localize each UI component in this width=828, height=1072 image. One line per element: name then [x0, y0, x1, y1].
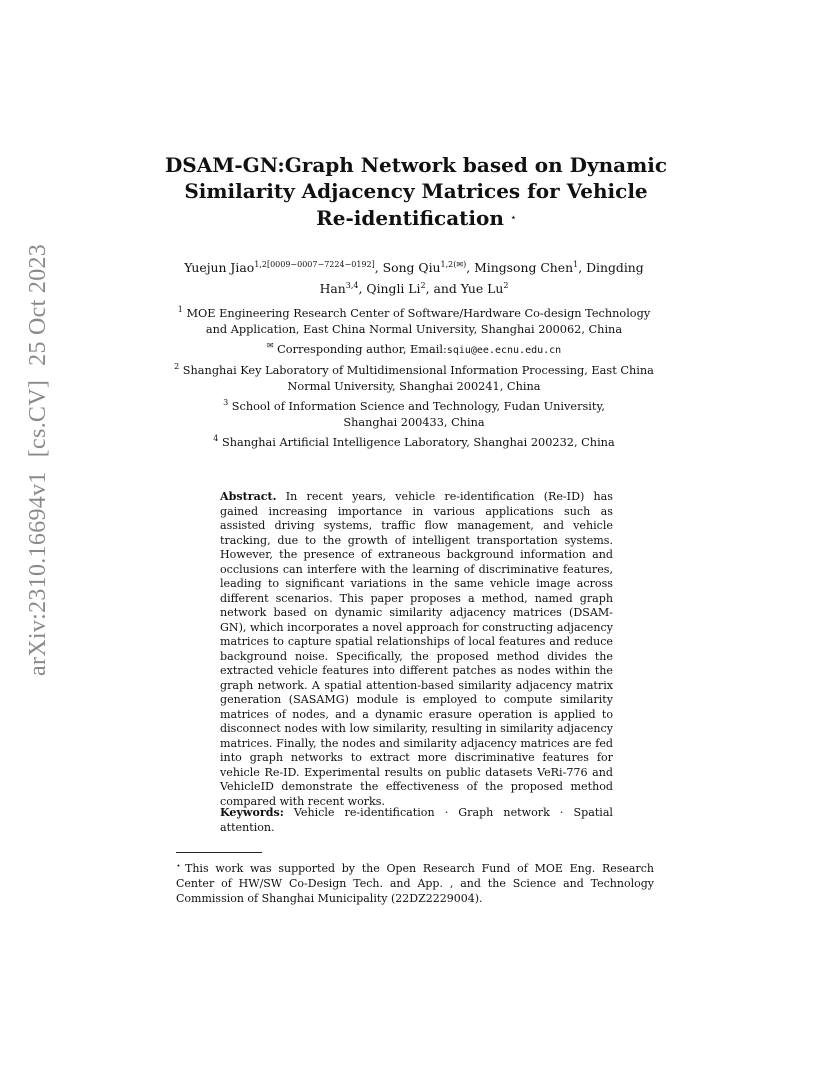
abstract-label: Abstract.: [220, 490, 277, 503]
author-name: Qingli Li: [366, 281, 421, 296]
author-superscript: 2: [420, 281, 426, 290]
affiliation-1-line-1: $^1$ MOE Engineering Research Center of Software/Hardware Co-design Technology: [177, 305, 651, 320]
footnote-text: This work was supported by the Open Research Fund of MOE Eng. Research Center of HW/SW Co-Design Tech. and App. , and the Science and Technology Commission of Shanghai Municipality (22DZ2229004).: [176, 862, 654, 905]
affiliation-2-line-2: Normal University, Shanghai 200241, China: [287, 380, 541, 393]
affiliation-3-line-1: $^3$ School of Information Science and Technology, Fudan University,: [223, 398, 605, 413]
footnote-star: ⋆: [176, 861, 182, 870]
affiliation-1-line-2: and Application, East China Normal University, Shanghai 200062, China: [205, 323, 623, 336]
keywords-label: Keywords:: [220, 806, 284, 819]
title-line-1: DSAM-GN:Graph Network based on Dynamic: [164, 153, 668, 177]
affiliation-3-line-2: Shanghai 200433, China: [343, 416, 485, 429]
author-name: Dingding: [586, 260, 644, 275]
arxiv-side-stamp: [25, 230, 52, 676]
abstract-text: In recent years, vehicle re-identification (Re-ID) has gained increasing importance in various applications such as assisted driving systems, traffic flow management, and vehicle tracking, due to the growth of intelligent transportation systems. However, the presence of extraneous background information and occlusions can interfere with the learning of discriminative features, leading to significant variations in the same vehicle image across different scenarios. This paper proposes a method, named graph network based on dynamic similarity adjacency matrices (DSAM-GN), which incorporates a novel approach for constructing adjacency matrices to capture spatial relationships of local features and reduce background noise. Specifically, the proposed method divides the extracted vehicle features into different patches as nodes within the graph network. A spatial attention-based similarity adjacency matrix generation (SASAMG) module is employed to compute similarity matrices of nodes, and a dynamic erasure operation is applied to disconnect nodes with low similarity, resulting in similarity adjacency matrices. Finally, the nodes and similarity adjacency matrices are fed into graph networks to extract more discriminative features for vehicle Re-ID. Experimental results on public datasets VeRi-776 and VehicleID demonstrate the effectiveness of the proposed method compared with recent works.: [220, 490, 613, 808]
author-name: Yuejun Jiao: [184, 260, 255, 275]
paper-title: [160, 152, 672, 231]
author-name: Song Qiu: [382, 260, 441, 275]
corresponding-email: sqiu@ee.ecnu.edu.cn: [446, 345, 562, 356]
arxiv-date: 25 Oct 2023: [25, 243, 51, 366]
title-line-3: Re-identification ⋆: [316, 206, 516, 230]
corresponding-author: ✉ Corresponding author, Email:sqiu@ee.ecnu.edu.cn: [266, 341, 562, 356]
author-superscript: 1,2(✉): [440, 260, 467, 269]
author-name: Mingsong Chen: [474, 260, 574, 275]
footnote: [176, 858, 654, 906]
author-superscript: 1,2[0009−0007−7224−0192]: [254, 260, 375, 269]
author-superscript: 3,4: [345, 281, 359, 290]
affiliation-4-line-1: $^4$ Shanghai Artificial Intelligence Laboratory, Shanghai 200232, China: [213, 434, 615, 449]
title-line-2: Similarity Adjacency Matrices for Vehicle: [184, 179, 648, 203]
arxiv-category: [cs.CV]: [25, 379, 51, 458]
author-name: Han: [319, 281, 346, 296]
keywords: [220, 806, 613, 835]
footnote-divider: [176, 852, 262, 853]
affiliation-2-line-1: $^2$ Shanghai Key Laboratory of Multidimensional Information Processing, East China: [174, 362, 654, 377]
title-footnote-star: ⋆: [510, 212, 516, 222]
affiliations: [172, 302, 656, 451]
abstract: [220, 490, 613, 809]
keywords-text: Vehicle re-identification · Graph network · Spatial attention.: [220, 806, 613, 834]
author-list: Yuejun Jiao$^{1,2[0009-0007-7224-0192]}$, Song Qiu$^{1,2(✉)}$, Mingsong Chen$^1$, Dingding Han$^{3,4}$, Qingli Li$^2$, and Yue Lu$^2$: [184, 260, 644, 296]
envelope-icon: ✉: [266, 341, 274, 350]
author-superscript: 2: [503, 281, 509, 290]
author-and: and: [433, 281, 457, 296]
author-name: Yue Lu: [460, 281, 504, 296]
author-superscript: 1: [573, 260, 579, 269]
arxiv-id: arXiv:2310.16694v1: [25, 471, 51, 676]
